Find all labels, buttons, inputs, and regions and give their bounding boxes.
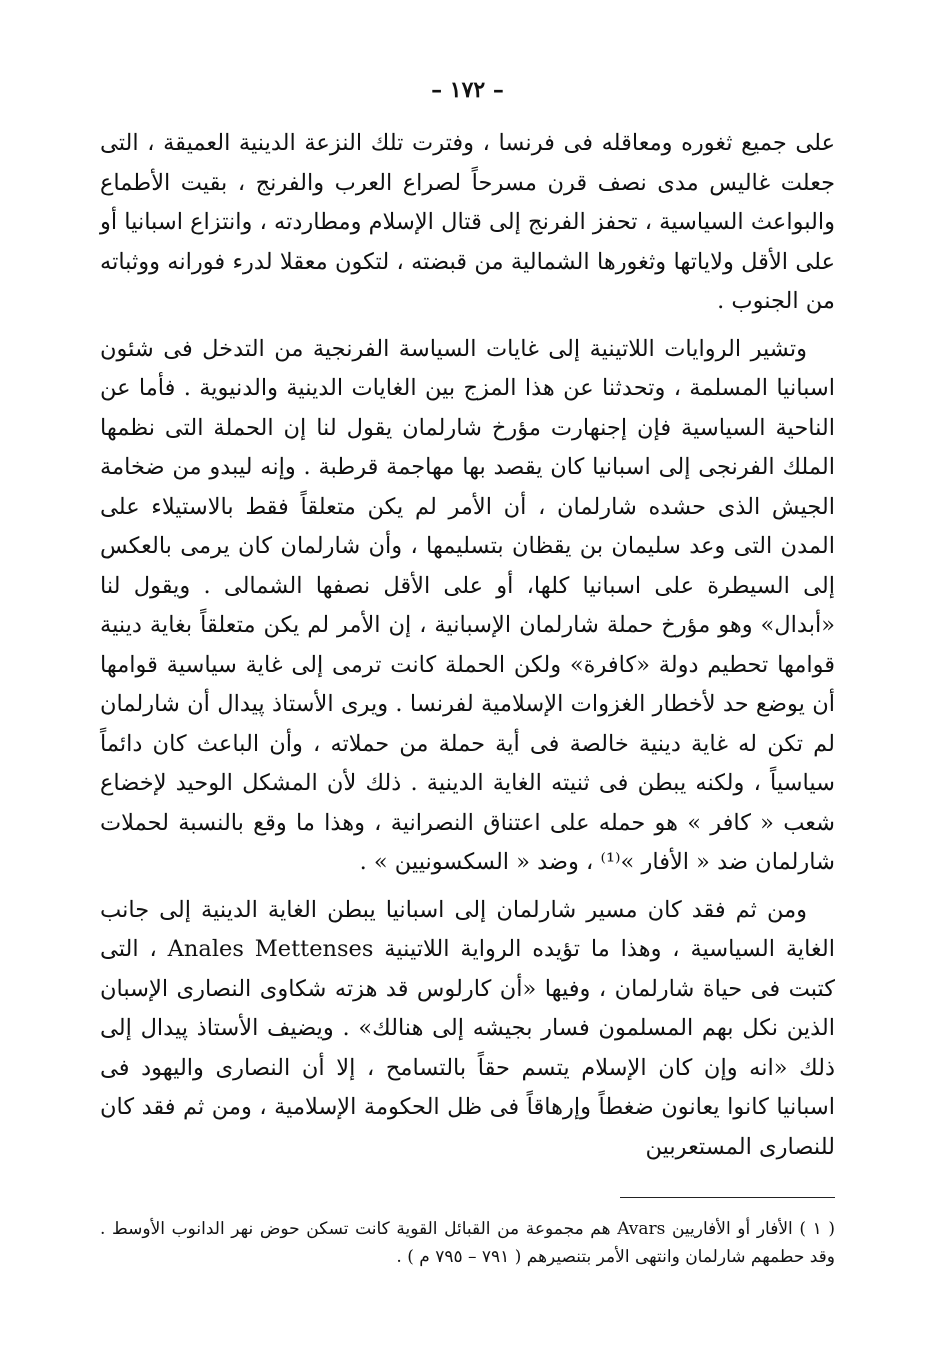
footnote: ( ١ ) الأفار أو الأفاريين Avars هم مجموعة من القبائل القوية كانت تسكن حوض نهر الدانوب الأوسط . وقد حطمهم شارلمان وانتهى الأمر بتنصيرهم ( ٧٩١ – ٧٩٥ م ) . — [100, 1219, 835, 1267]
paragraph-2: وتشير الروايات اللاتينية إلى غايات السياسة الفرنجية من التدخل فى شئون اسبانيا المسلمة ، وتحدثنا عن هذا المزج بين الغايات الدينية والدنيوية . فأما عن الناحية السياسية فإن إجنهارت مؤرخ شارلمان يقول لنا إن الحملة التى نظمها الملك الفرنجى إلى اسبانيا كان يقصد بها مهاجمة قرطبة . وإنه ليبدو من ضخامة الجيش الذى حشده شارلمان ، أن الأمر لم يكن متعلقاً فقط بالاستيلاء على المدن التى وعد سليمان بن يقظان بتسليمها ، وأن شارلمان كان يرمى بالعكس إلى السيطرة على اسبانيا كلها، أو على الأقل نصفها الشمالى . ويقول لنا «أبدال» وهو مؤرخ حملة شارلمان الإسبانية ، إن الأمر لم يكن متعلقاً بغاية دينية قوامها تحطيم دولة «كافرة» ولكن الحملة كانت ترمى إلى غاية سياسية قوامها أن يوضع حد لأخطار الغزوات الإسلامية لفرنسا . ويرى الأستاذ پيدال أن شارلمان لم تكن له غاية دينية خالصة فى أية حملة من حملاته ، وأن الباعث كان دائماً سياسياً ، ولكنه يبطن فى ثنيته الغاية الدينية . ذلك لأن المشكل الوحيد لإخضاع شعب « كافر » هو حمله على اعتناق النصرانية ، وهذا ما وقع بالنسبة لحملات شارلمان ضد « الأفار »⁽¹⁾ ، وضد « السكسونيين » . — [100, 335, 835, 875]
book-page — [100, 70, 835, 1288]
paragraph-1: على جميع ثغوره ومعاقله فى فرنسا ، وفترت تلك النزعة الدينية العميقة ، التى جعلت غاليس مدى نصف قرن مسرحاً لصراع العرب والفرنج ، بقيت الأطماع والبواعث السياسية ، تحفز الفرنج إلى قتال الإسلام ومطاردته ، وانتزاع اسبانيا أو على الأقل ولاياتها وثغورها الشمالية من قبضته ، لتكون معقلا لدرء فورانه ووثباته من الجنوب . — [100, 130, 835, 314]
paragraph-3: ومن ثم فقد كان مسير شارلمان إلى اسبانيا يبطن الغاية الدينية إلى جانب الغاية السياسية ، وهذا ما تؤيده الرواية اللاتينية Anales Mettenses ، التى كتبت فى حياة شارلمان ، وفيها «أن كارلوس قد هزته شكاوى النصارى الإسبان الذين نكل بهم المسلمون فسار بجيشه إلى هنالك» . ويضيف الأستاذ پيدال إلى ذلك «انه وإن كان الإسلام يتسم حقاً بالتسامح ، إلا أن النصارى واليهود فى اسبانيا كانوا يعانون ضغطاً وإرهاقاً فى ظل الحكومة الإسلامية ، ومن ثم فقد كان للنصارى المستعربين — [100, 896, 835, 1160]
footnote-divider — [620, 1197, 835, 1198]
page-number: – ١٧٢ – — [431, 77, 504, 103]
